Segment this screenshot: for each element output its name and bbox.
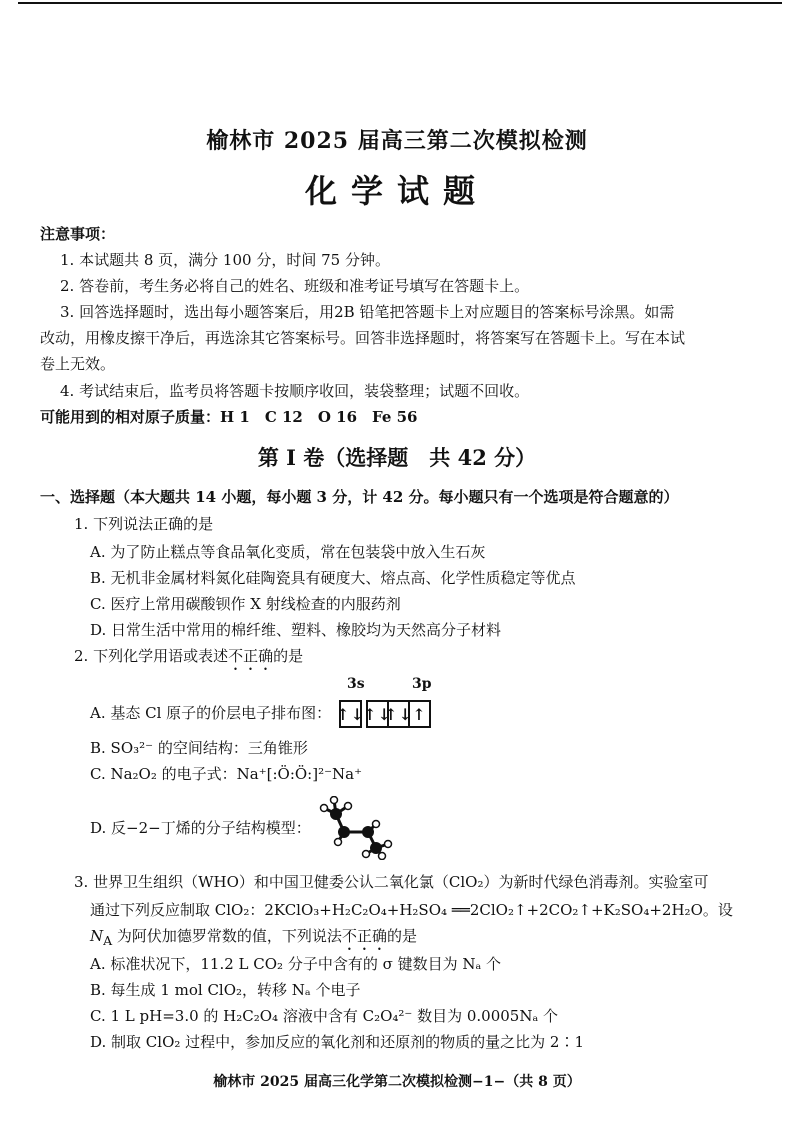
q2-stem-post: 的是 (273, 647, 304, 665)
q2-stem-emphasis: 不正确 (228, 647, 274, 665)
q3-line-1: 3. 世界卫生组织（WHO）和中国卫健委公认二氧化氯（ClO₂）为新时代绿色消毒剂。实验室可 (74, 873, 709, 891)
trans-2-butene-model (312, 796, 396, 860)
q1-option-b: B. 无机非金属材料氮化硅陶瓷具有硬度大、熔点高、化学性质稳定等优点 (90, 569, 576, 587)
q3-na-subscript: A (103, 933, 113, 948)
top-rule (18, 2, 782, 4)
q2-stem-pre: 2. 下列化学用语或表述 (74, 647, 229, 665)
note-item-3-line-2: 改动，用橡皮擦干净后，再选涂其它答案标号。回答非选择题时，将答案写在答题卡上。写在本试 (40, 329, 686, 347)
q3-option-c: C. 1 L pH=3.0 的 H₂C₂O₄ 溶液中含有 C₂O₄²⁻ 数目为 0.0005Nₐ 个 (90, 1007, 559, 1025)
q1-stem: 1. 下列说法正确的是 (74, 515, 214, 533)
orbital-box-3s: ↑↓ (339, 700, 362, 728)
q3-line-3-mid: 为阿伏加德罗常数的值，下列说法 (112, 927, 342, 945)
q3-na-symbol: N (90, 927, 104, 945)
q2-option-c: C. Na₂O₂ 的电子式：Na⁺[:Ö:Ö:]²⁻Na⁺ (90, 765, 363, 783)
page-footer: 榆林市 2025 届高三化学第二次模拟检测−1−（共 8 页） (213, 1074, 581, 1090)
orbital-box-3p-1: ↑↓ (366, 700, 389, 728)
q3-option-d: D. 制取 ClO₂ 过程中，参加反应的氧化剂和还原剂的物质的量之比为 2∶1 (90, 1033, 585, 1051)
orbital-diagram (336, 700, 429, 728)
orbital-label-3s: 3s (347, 676, 365, 692)
part-heading: 一、选择题（本大题共 14 小题，每小题 3 分，计 42 分。每小题只有一个选项是符合题意的） (40, 488, 679, 506)
q2-stem (74, 646, 303, 674)
q3-line-3 (90, 926, 417, 954)
section-title: 第 Ⅰ 卷（选择题 共 42 分） (257, 445, 537, 470)
q3-option-a: A. 标准状况下，11.2 L CO₂ 分子中含有的 σ 键数目为 Nₐ 个 (90, 955, 502, 973)
note-item-3-line-3: 卷上无效。 (40, 355, 116, 373)
q2-option-a: A. 基态 Cl 原子的价层电子排布图： (90, 704, 332, 722)
orbital-label-3p: 3p (412, 676, 432, 692)
note-item-4: 4. 考试结束后，监考员将答题卡按顺序收回，装袋整理；试题不回收。 (60, 382, 530, 400)
q2-option-b: B. SO₃²⁻ 的空间结构：三角锥形 (90, 739, 308, 757)
q3-line-2: 通过下列反应制取 ClO₂：2KClO₃+H₂C₂O₄+H₂SO₄ ══2ClO₂↑+2CO₂↑+K₂SO₄+2H₂O。设 (90, 901, 733, 919)
q3-line-3-emphasis: 不正确 (341, 927, 387, 945)
q1-option-a: A. 为了防止糕点等食品氧化变质，常在包装袋中放入生石灰 (90, 543, 486, 561)
note-item-3-line-1: 3. 回答选择题时，选出每小题答案后，用2B 铅笔把答题卡上对应题目的答案标号涂黑。如需 (60, 303, 675, 321)
q3-option-b: B. 每生成 1 mol ClO₂，转移 Nₐ 个电子 (90, 981, 361, 999)
q1-option-d: D. 日常生活中常用的棉纤维、塑料、橡胶均为天然高分子材料 (90, 621, 502, 639)
notes-heading: 注意事项： (40, 225, 116, 243)
q1-option-c: C. 医疗上常用碳酸钡作 X 射线检查的内服药剂 (90, 595, 401, 613)
atomic-mass-line: 可能用到的相对原子质量：H 1 C 12 O 16 Fe 56 (40, 408, 418, 426)
q3-line-3-post: 的是 (386, 927, 417, 945)
exam-title: 榆林市 2025 届高三第二次模拟检测 (206, 128, 588, 154)
subject-title: 化学试题 (304, 172, 489, 210)
note-item-2: 2. 答卷前，考生务必将自己的姓名、班级和准考证号填写在答题卡上。 (60, 277, 530, 295)
orbital-box-3p-3: ↑ (408, 700, 431, 728)
q2-option-d: D. 反−2−丁烯的分子结构模型： (90, 819, 311, 837)
note-item-1: 1. 本试题共 8 页，满分 100 分，时间 75 分钟。 (60, 251, 390, 269)
orbital-box-3p-2: ↑↓ (387, 700, 410, 728)
